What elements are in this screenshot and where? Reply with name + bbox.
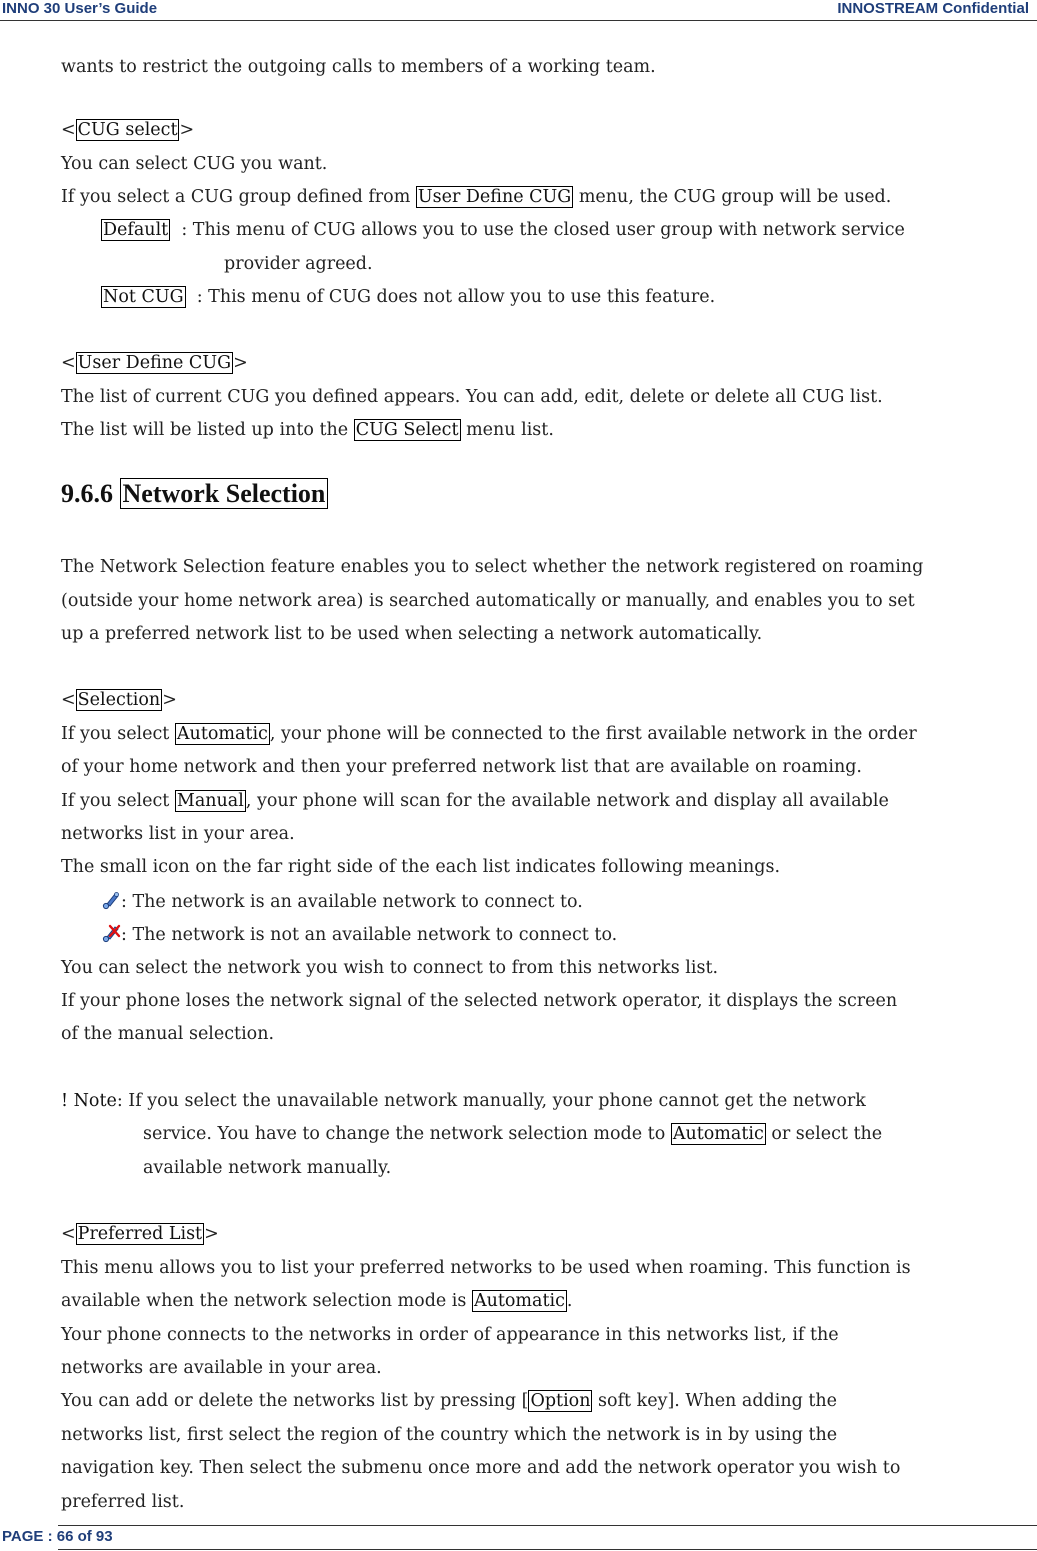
pref-line2: available when the network selection mode is Automatic . [61, 1291, 573, 1311]
network-p1: The Network Selection feature enables you to select whether the network registered on roaming [61, 557, 924, 577]
selection-label: Selection [77, 690, 161, 710]
automatic-option: Automatic [176, 724, 268, 744]
note-line2: service. You have to change the network selection mode to Automatic or select the [143, 1124, 883, 1144]
user-define-cug-label: User Define CUG [77, 353, 232, 373]
footer-rule-bottom [58, 1549, 1037, 1550]
cug-select-heading: < CUG select > [61, 120, 195, 140]
manual-line1: If you select Manual , your phone will scan for the available network and display all available [61, 791, 889, 811]
not-cug-label: Not CUG [103, 287, 184, 307]
udc-line1: The list of current CUG you defined appears. You can add, edit, delete or delete all CUG list. [61, 387, 883, 407]
preferred-list-heading: < Preferred List > [61, 1224, 219, 1244]
manual-option: Manual [176, 791, 244, 811]
pref-line5: You can add or delete the networks list by pressing [ Option soft key]. When adding the [61, 1391, 838, 1411]
pref-line6: networks list, first select the region of the country which the network is in by using the [61, 1425, 838, 1445]
icon-available-line: : The network is an available network to connect to. [101, 890, 583, 913]
pref-automatic: Automatic [473, 1291, 565, 1311]
section-title: 9.6.6 Network Selection [61, 476, 328, 512]
default-label: Default [103, 220, 169, 240]
cug-select-line2: If you select a CUG group defined from User Define CUG menu, the CUG group will be used. [61, 187, 892, 207]
network-p3: up a preferred network list to be used when selecting a network automatically. [61, 624, 763, 644]
user-define-cug-menu: User Define CUG [417, 187, 572, 207]
cug-select-line1: You can select CUG you want. [61, 154, 328, 174]
pref-line1: This menu allows you to list your preferred networks to be used when roaming. This function is [61, 1258, 911, 1278]
pref-line7: navigation key. Then select the submenu once more and add the network operator you wish to [61, 1458, 901, 1478]
cug-select-label: CUG select [77, 120, 178, 140]
note-line3: available network manually. [143, 1158, 392, 1178]
unavailable-network-icon [101, 923, 121, 943]
icon-intro: The small icon on the far right side of the each list indicates following meanings. [61, 857, 781, 877]
icon-unavailable-line: : The network is not an available network to connect to. [101, 923, 617, 946]
user-define-cug-heading: < User Define CUG > [61, 353, 248, 373]
pref-line4: networks are available in your area. [61, 1358, 382, 1378]
cug-select-menu: CUG Select [355, 420, 459, 440]
selection-heading: < Selection > [61, 690, 177, 710]
header-confidential: INNOSTREAM Confidential [837, 0, 1029, 17]
preferred-list-label: Preferred List [77, 1224, 203, 1244]
manual-line2: networks list in your area. [61, 824, 295, 844]
pref-line3: Your phone connects to the networks in order of appearance in this networks list, if the [61, 1325, 839, 1345]
header-doc-title: INNO 30 User’s Guide [2, 0, 158, 17]
note-line1: ! Note: If you select the unavailable network manually, your phone cannot get the network [61, 1091, 866, 1111]
network-p2: (outside your home network area) is searched automatically or manually, and enables you to set [61, 591, 915, 611]
select-network-line: You can select the network you wish to connect to from this networks list. [61, 958, 719, 978]
not-cug-option: Not CUG : This menu of CUG does not allow you to use this feature. [103, 287, 716, 307]
default-option: Default : This menu of CUG allows you to use the closed user group with network service [103, 220, 905, 240]
option-soft-key: Option [530, 1391, 591, 1411]
lose-signal-line2: of the manual selection. [61, 1024, 275, 1044]
page-header [0, 0, 1037, 21]
section-title-label: Network Selection [120, 478, 329, 509]
available-network-icon [101, 890, 121, 910]
cug-intro: wants to restrict the outgoing calls to members of a working team. [61, 57, 656, 77]
page-number: PAGE : 66 of 93 [2, 1528, 113, 1545]
automatic-line1: If you select Automatic , your phone will be connected to the first available network in the order [61, 724, 917, 744]
note-automatic: Automatic [672, 1124, 764, 1144]
note-label: ! Note [61, 1091, 117, 1111]
pref-line8: preferred list. [61, 1492, 185, 1512]
footer-rule-top [58, 1525, 1037, 1526]
default-option-desc2: provider agreed. [224, 254, 373, 274]
lose-signal-line1: If your phone loses the network signal of the selected network operator, it displays the screen [61, 991, 898, 1011]
udc-line2: The list will be listed up into the CUG Select menu list. [61, 420, 554, 440]
automatic-line2: of your home network and then your preferred network list that are available on roaming. [61, 757, 862, 777]
